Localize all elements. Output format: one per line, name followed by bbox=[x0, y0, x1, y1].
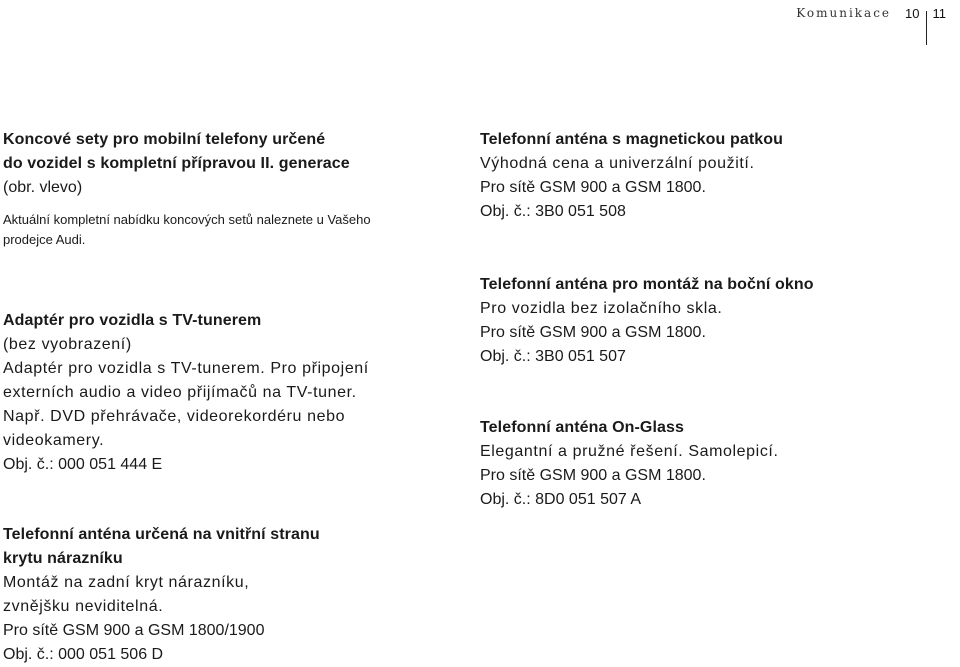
side-window-antenna-section bbox=[480, 273, 950, 369]
section-title: do vozidel s kompletní přípravou II. generace bbox=[3, 155, 350, 172]
description-line: Pro vozidla bez izolačního skla. bbox=[480, 300, 723, 317]
page-number-right: 11 bbox=[932, 5, 946, 21]
section-subtitle: (bez vyobrazení) bbox=[3, 336, 132, 353]
section-title: Telefonní anténa On-Glass bbox=[480, 419, 685, 436]
order-number: Obj. č.: 8D0 051 507 A bbox=[480, 491, 641, 508]
magnetic-antenna-section bbox=[480, 128, 950, 224]
section-name: Komunikace bbox=[796, 6, 892, 20]
description-line: Pro sítě GSM 900 a GSM 1800. bbox=[480, 324, 706, 341]
note-text: Aktuální kompletní nabídku koncových setů naleznete u Vašeho bbox=[3, 212, 371, 227]
order-number: Obj. č.: 3B0 051 507 bbox=[480, 348, 626, 365]
tv-tuner-adapter-section bbox=[3, 309, 423, 477]
order-number: Obj. č.: 3B0 051 508 bbox=[480, 203, 626, 220]
description-line: Pro sítě GSM 900 a GSM 1800/1900 bbox=[3, 622, 265, 639]
figure-note: (obr. vlevo) bbox=[3, 179, 83, 196]
order-number: Obj. č.: 000 051 506 D bbox=[3, 646, 164, 663]
description-line: zvnějšku neviditelná. bbox=[3, 598, 164, 615]
section-title: Telefonní anténa pro montáž na boční okno bbox=[480, 276, 814, 293]
section-title: Telefonní anténa s magnetickou patkou bbox=[480, 131, 784, 148]
section-title: Adaptér pro vozidla s TV-tunerem bbox=[3, 312, 262, 329]
page-number-left: 10 bbox=[905, 5, 920, 21]
note-text: prodejce Audi. bbox=[3, 232, 86, 247]
description-line: Pro sítě GSM 900 a GSM 1800. bbox=[480, 467, 706, 484]
description-line: Montáž na zadní kryt nárazníku, bbox=[3, 574, 250, 591]
description-line: Pro sítě GSM 900 a GSM 1800. bbox=[480, 179, 706, 196]
bumper-antenna-section bbox=[3, 523, 423, 667]
page-header bbox=[796, 3, 952, 23]
description-line: Výhodná cena a univerzální použití. bbox=[480, 155, 755, 172]
description-line: videokamery. bbox=[3, 432, 105, 449]
description-line: externích audio a video přijímačů na TV-tuner. bbox=[3, 384, 357, 401]
section-title: Koncové sety pro mobilní telefony určené bbox=[3, 131, 326, 148]
order-number: Obj. č.: 000 051 444 E bbox=[3, 456, 163, 473]
description-line: Adaptér pro vozidla s TV-tunerem. Pro připojení bbox=[3, 360, 369, 377]
section-title: Telefonní anténa určená na vnitřní stranu bbox=[3, 526, 320, 543]
handsfree-kits-section bbox=[3, 128, 423, 250]
description-line: Elegantní a pružné řešení. Samolepicí. bbox=[480, 443, 779, 460]
section-title: krytu nárazníku bbox=[3, 550, 123, 567]
on-glass-antenna-section bbox=[480, 416, 950, 512]
description-line: Např. DVD přehrávače, videorekordéru nebo bbox=[3, 408, 346, 425]
